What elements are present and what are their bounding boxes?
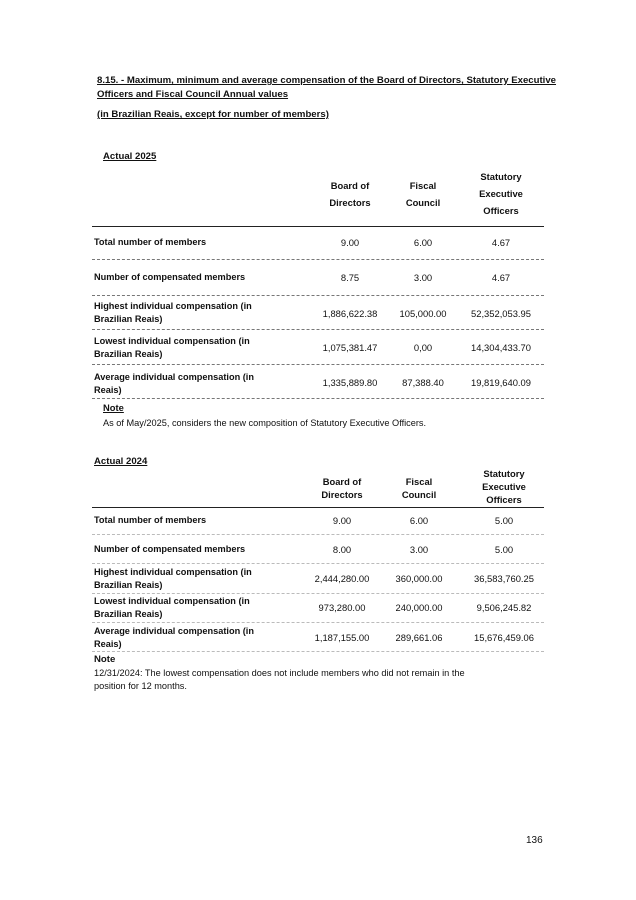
header-fiscal-2024: Fiscal Council [401, 476, 437, 500]
row-label-lowest-2024: Lowest individual compensation (in Brazilian Reais) [94, 596, 250, 619]
row-label-compensated-members-2025: Number of compensated members [94, 272, 246, 282]
cell-statutory: 4.67 [491, 237, 511, 248]
header-statutory-2024: Statutory Executive Officers [482, 468, 526, 505]
header-fiscal-2025: Fiscal Council [405, 180, 441, 208]
cell-fiscal: 0,00 [413, 342, 433, 353]
cell-fiscal: 6.00 [409, 515, 429, 526]
row-label-highest-2025: Highest individual compensation (in Brazilian Reais) [94, 301, 252, 324]
cell-statutory: 19,819,640.09 [471, 377, 531, 388]
note-title-2025: Note [103, 402, 124, 413]
cell-statutory: 14,304,433.70 [471, 342, 531, 353]
note-title-2024: Note [94, 654, 116, 665]
cell-statutory: 5.00 [494, 544, 514, 555]
cell-board: 8.00 [332, 544, 352, 555]
row-label-total-members-2024: Total number of members [94, 515, 207, 525]
cell-statutory: 36,583,760.25 [474, 573, 534, 584]
cell-board: 9.00 [340, 237, 360, 248]
cell-board: 2,444,280.00 [314, 573, 370, 584]
section-title-2024: Actual 2024 [94, 456, 148, 467]
cell-fiscal: 289,661.06 [395, 632, 443, 643]
cell-fiscal: 87,388.40 [402, 377, 444, 388]
row-divider [92, 622, 544, 623]
page-subtitle: (in Brazilian Reais, except for number of members) [97, 109, 329, 120]
header-board-2025: Board of Directors [329, 180, 371, 208]
row-divider [92, 329, 544, 330]
cell-statutory: 15,676,459.06 [474, 632, 534, 643]
cell-board: 1,886,622.38 [322, 308, 378, 319]
page-number: 136 [526, 835, 543, 846]
cell-statutory: 4.67 [491, 272, 511, 283]
row-divider [92, 295, 544, 296]
row-divider [92, 398, 544, 399]
cell-fiscal: 6.00 [413, 237, 433, 248]
header-rule-2024 [92, 507, 544, 508]
cell-fiscal: 360,000.00 [395, 573, 443, 584]
row-label-total-members-2025: Total number of members [94, 237, 207, 247]
header-board-2024: Board of Directors [321, 476, 363, 500]
row-label-lowest-2025: Lowest individual compensation (in Brazilian Reais) [94, 336, 250, 359]
cell-board: 1,187,155.00 [314, 632, 370, 643]
cell-board: 1,335,889.80 [322, 377, 378, 388]
header-rule-2025 [92, 226, 544, 227]
row-divider [92, 651, 544, 652]
row-divider [92, 364, 544, 365]
cell-statutory: 5.00 [494, 515, 514, 526]
cell-board: 973,280.00 [318, 602, 366, 613]
cell-fiscal: 3.00 [413, 272, 433, 283]
row-divider [92, 563, 544, 564]
page-title: 8.15. - Maximum, minimum and average compensation of the Board of Directors, Statutory Executive Officers and Fiscal Council Annual values [97, 75, 557, 100]
note-text-2024: 12/31/2024: The lowest compensation does not include members who did not remain in the position for 12 months. [94, 668, 465, 691]
header-statutory-2025: Statutory Executive Officers [479, 171, 523, 216]
cell-fiscal: 240,000.00 [395, 602, 443, 613]
section-title-2025: Actual 2025 [103, 151, 157, 162]
row-divider [92, 534, 544, 535]
note-text-2025: As of May/2025, considers the new composition of Statutory Executive Officers. [103, 418, 427, 428]
row-label-highest-2024: Highest individual compensation (in Brazilian Reais) [94, 567, 252, 590]
row-label-average-2024: Average individual compensation (in Reais) [94, 626, 254, 649]
cell-fiscal: 105,000.00 [399, 308, 447, 319]
cell-fiscal: 3.00 [409, 544, 429, 555]
cell-board: 9.00 [332, 515, 352, 526]
row-label-compensated-members-2024: Number of compensated members [94, 544, 246, 554]
cell-statutory: 52,352,053.95 [471, 308, 531, 319]
cell-statutory: 9,506,245.82 [476, 602, 532, 613]
cell-board: 1,075,381.47 [322, 342, 378, 353]
row-divider [92, 593, 544, 594]
cell-board: 8.75 [340, 272, 360, 283]
row-label-average-2025: Average individual compensation (in Reais) [94, 372, 254, 395]
row-divider [92, 259, 544, 260]
